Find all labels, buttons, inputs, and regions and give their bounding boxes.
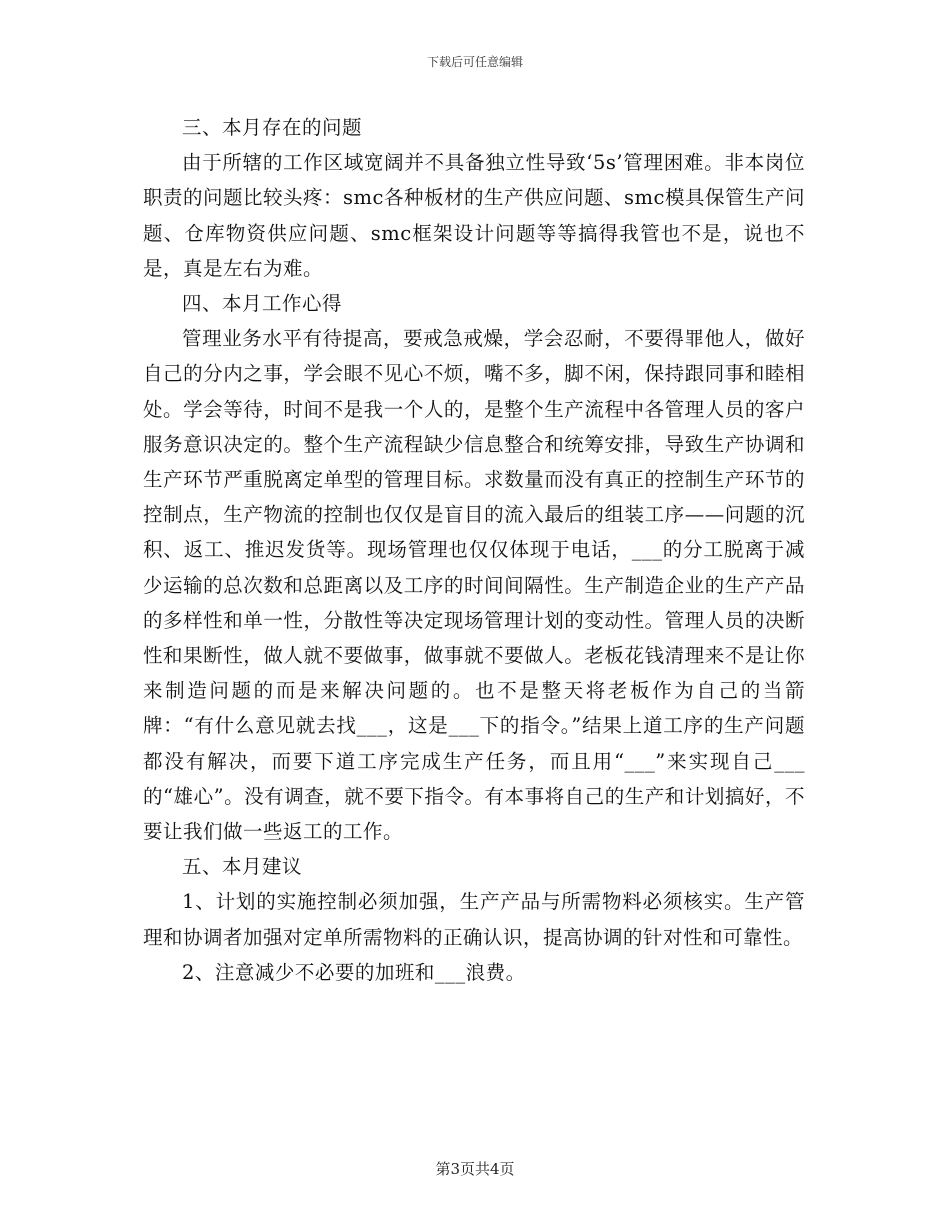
page-header: 下载后可任意编辑 xyxy=(426,55,523,69)
section-heading-experience: 四、本月工作心得 xyxy=(182,292,343,316)
section-paragraph: 1、计划的实施控制必须加强，生产产品与所需物料必须核实。生产管理和协调者加强对定单所需物料的正确认识，提高协调的针对性和可靠性。 xyxy=(143,890,805,949)
page-footer: 第3页共4页 xyxy=(435,1160,515,1178)
section-heading-suggestions: 五、本月建议 xyxy=(182,855,303,879)
section-paragraph: 由于所辖的工作区域宽阔并不具备独立性导致‘5s’管理困难。非本岗位职责的问题比较头疼：smc各种板材的生产供应问题、smc模具保管生产问题、仓库物资供应问题、smc框架设计问题等等搞得我管也不是，说也不是，真是左右为难。 xyxy=(143,151,805,280)
section-paragraph: 管理业务水平有待提高，要戒急戒燥，学会忍耐，不要得罪他人，做好自己的分内之事，学会眼不见心不烦，嘴不多，脚不闲，保持跟同事和睦相处。学会等待，时间不是我一个人的，是整个生产流程中各管理人员的客户服务意识决定的。整个生产流程缺少信息整合和统筹安排，导致生产协调和生产环节严重脱离定单型的管理目标。求数量而没有真正的控制生产环节的控制点，生产物流的控制也仅仅是盲目的流入最后的组装工序——问题的沉积、返工、推迟发货等。现场管理也仅仅体现于电话，___的分工脱离于减少运输的总次数和总距离以及工序的时间间隔性。生产制造企业的生产产品的多样性和单一性，分散性等决定现场管理计划的变动性。管理人员的决断性和果断性，做人就不要做事，做事就不要做人。老板花钱清理来不是让你来制造问题的而是来解决问题的。也不是整天将老板作为自己的当箭牌：“有什么意见就去找___，这是___下的指令。”结果上道工序的生产问题都没有解决，而要下道工序完成生产任务，而且用“___”来实现自己___的“雄心”。没有调查，就不要下指令。有本事将自己的生产和计划搞好，不要让我们做一些返工的工作。 xyxy=(143,327,805,844)
section-paragraph: 2、注意减少不必要的加班和___浪费。 xyxy=(182,960,526,984)
document-body xyxy=(143,110,805,990)
section-heading-problems: 三、本月存在的问题 xyxy=(182,116,363,139)
